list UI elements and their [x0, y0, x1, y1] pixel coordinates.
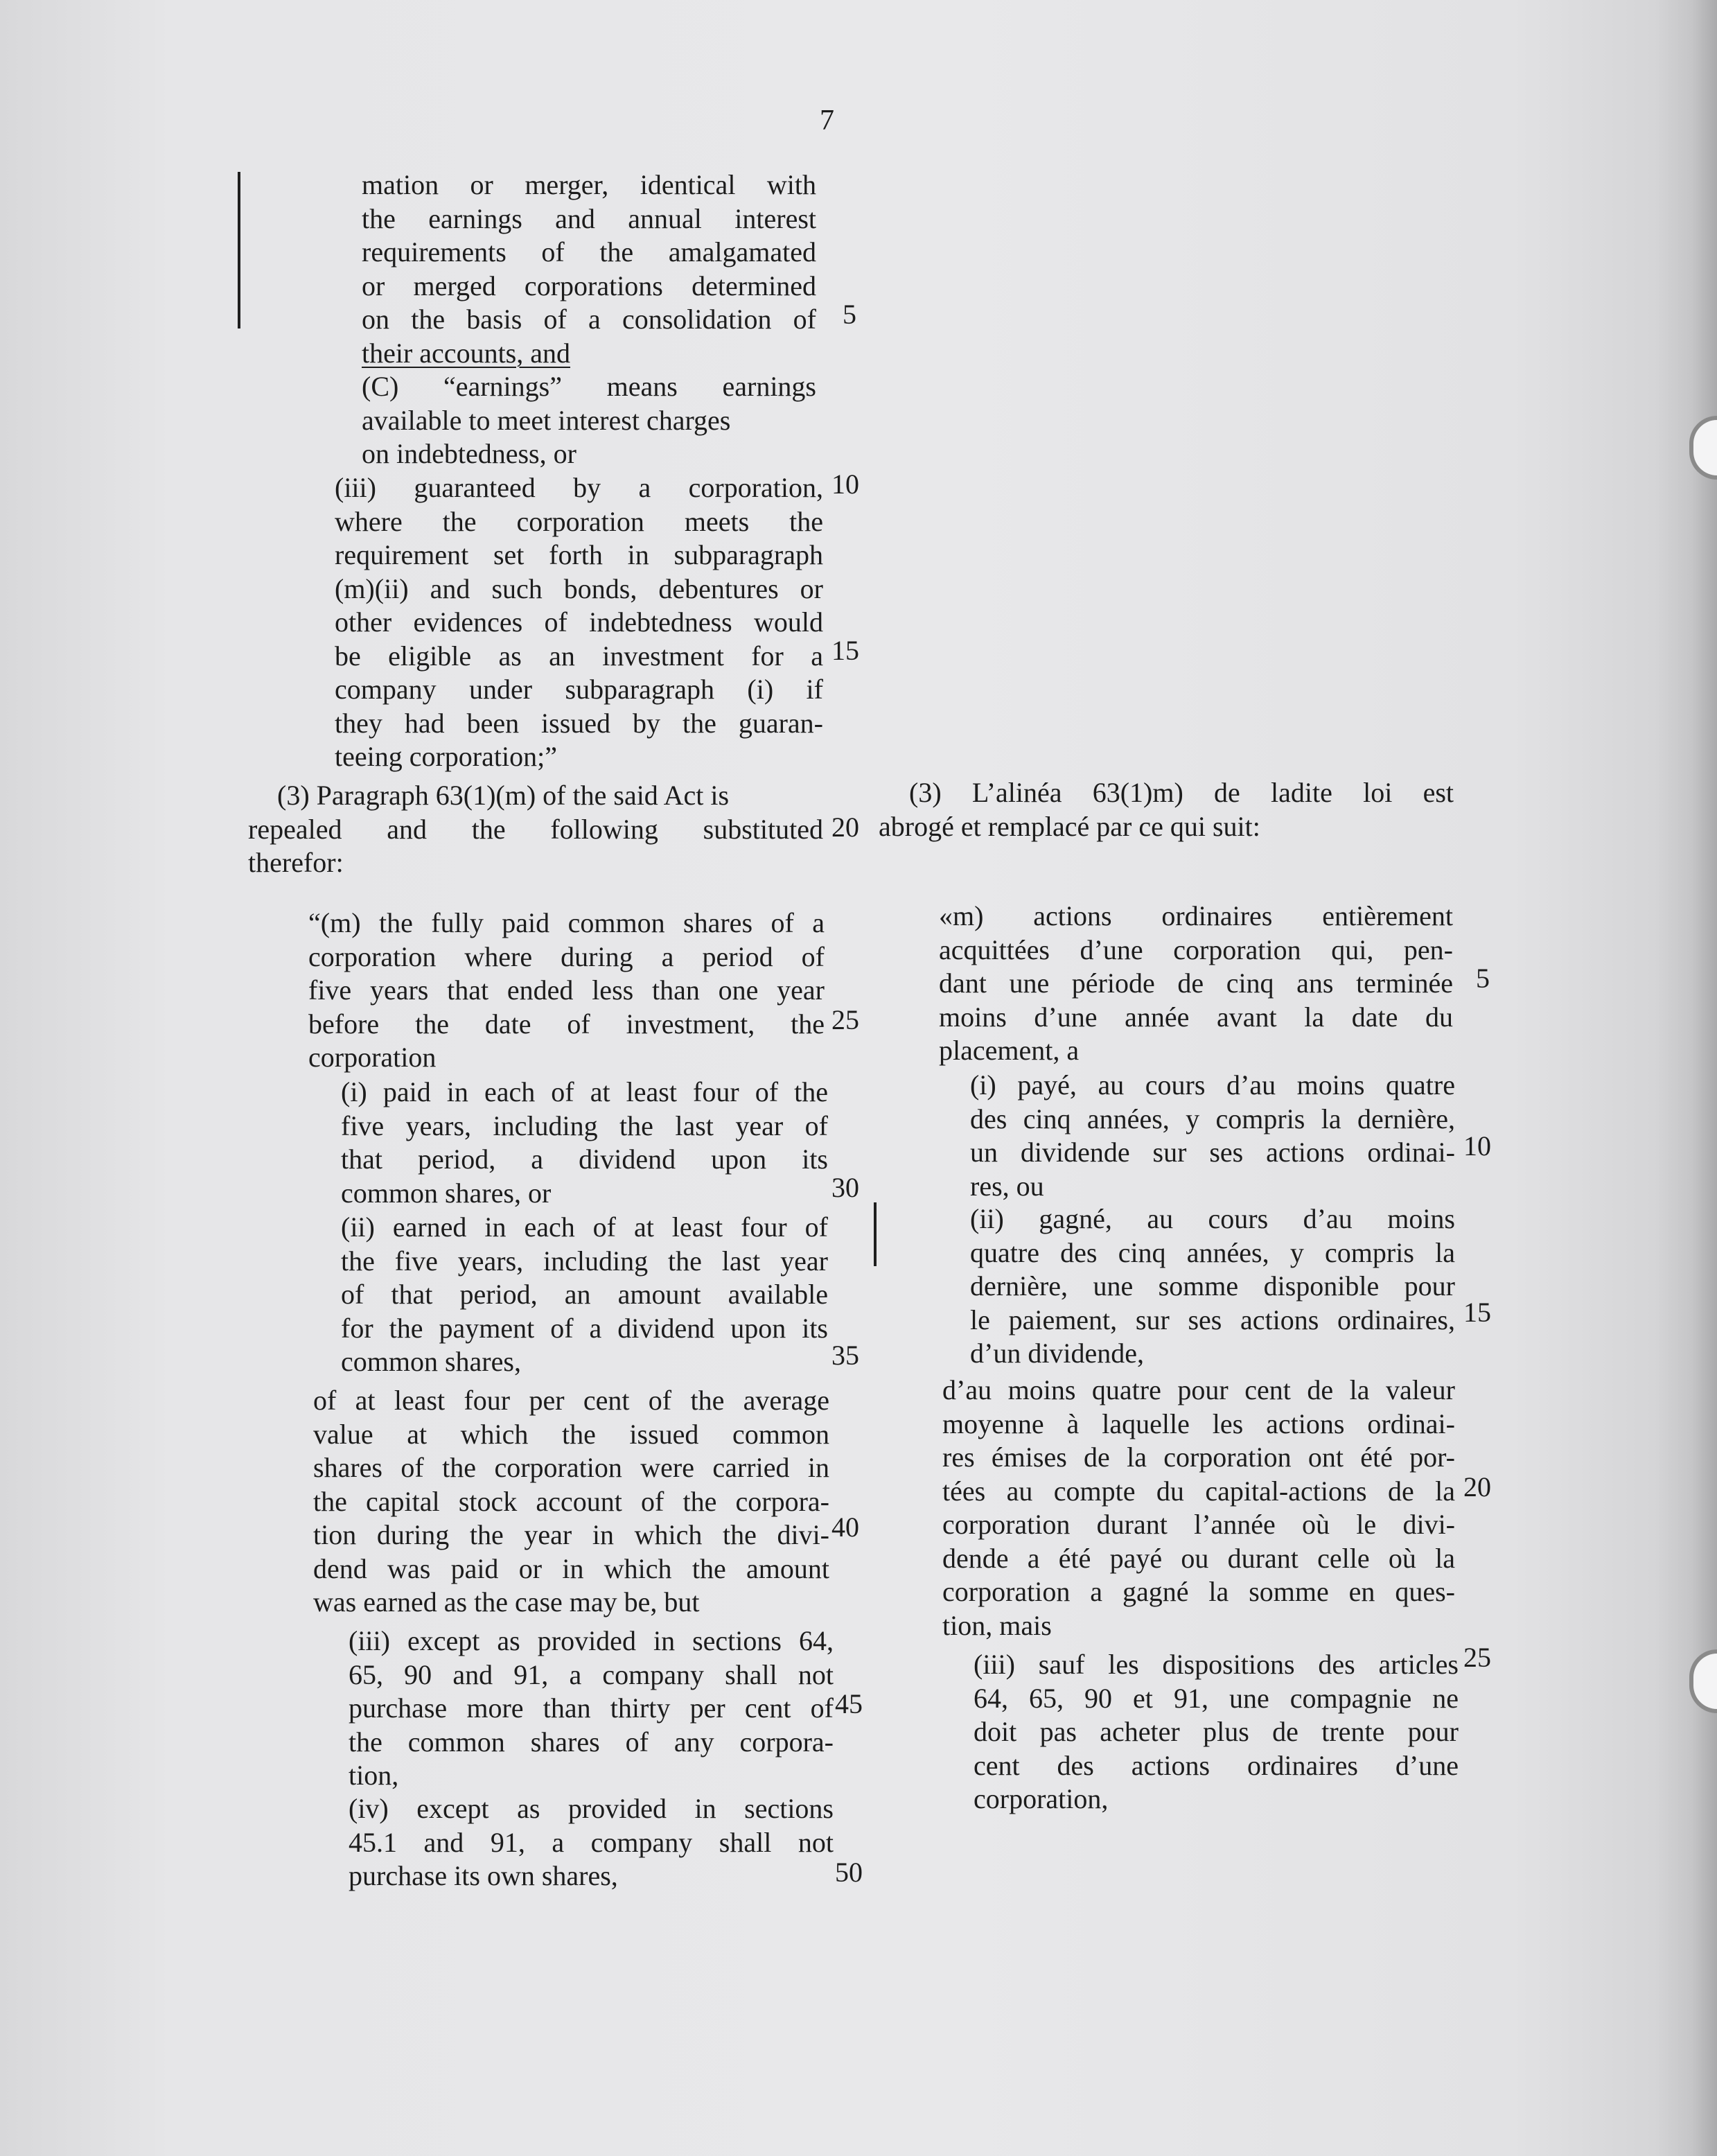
- line-number: 20: [831, 812, 859, 843]
- line-number: 15: [1463, 1297, 1491, 1328]
- line-number: 40: [831, 1511, 859, 1543]
- line-number: 10: [831, 468, 859, 500]
- text-line: (iii) sauf les dispositions des articles: [974, 1649, 1459, 1680]
- text-line: other evidences of indebtedness would: [335, 606, 823, 638]
- text-line: tion,: [349, 1760, 399, 1791]
- text-line: company under subparagraph (i) if: [335, 674, 823, 705]
- line-number: 50: [835, 1857, 863, 1888]
- text-line: the earnings and annual interest: [362, 202, 816, 234]
- text-line: dend was paid or in which the amount: [313, 1552, 829, 1584]
- text-line: the five years, including the last year: [341, 1245, 828, 1277]
- text-line: 65, 90 and 91, a company shall not: [349, 1658, 834, 1690]
- text-line: d’au moins quatre pour cent de la valeur: [942, 1374, 1455, 1405]
- text-line: des cinq années, y compris la dernière,: [970, 1103, 1455, 1134]
- text-line: res émises de la corporation ont été por-: [942, 1441, 1455, 1473]
- text-line: 45.1 and 91, a company shall not: [349, 1826, 834, 1858]
- text-line: or merged corporations determined: [362, 270, 816, 301]
- en-iii-guaranteed: [335, 471, 823, 774]
- en-item-iii-new: [349, 1624, 834, 1793]
- en-item-iv-new: [349, 1792, 834, 1893]
- page-number: 7: [820, 105, 834, 137]
- text-line: purchase more than thirty per cent of: [349, 1692, 834, 1724]
- text-line: shares of the corporation were carried in: [313, 1452, 829, 1483]
- text-line: doit pas acheter plus de trente pour: [974, 1716, 1459, 1747]
- text-line: corporation,: [974, 1783, 1109, 1814]
- line-number: 25: [1463, 1642, 1491, 1673]
- line-number: 20: [1463, 1471, 1491, 1502]
- text-line: (iii) guaranteed by a corporation,: [335, 472, 823, 503]
- text-line: mation or merger, identical with: [362, 169, 816, 200]
- text-line: requirement set forth in subparagraph: [335, 539, 823, 570]
- text-line: quatre des cinq années, y compris la: [970, 1236, 1455, 1268]
- text-line: (ii) earned in each of at least four of: [341, 1211, 828, 1243]
- line-number: 30: [831, 1172, 859, 1203]
- text-line: (i) payé, au cours d’au moins quatre: [970, 1069, 1455, 1101]
- text-line: on the basis of a consolidation of: [362, 304, 816, 335]
- text-line: (m)(ii) and such bonds, debentures or: [335, 572, 823, 604]
- text-line: (3) Paragraph 63(1)(m) of the said Act is: [277, 780, 730, 811]
- text-line: d’un dividende,: [970, 1338, 1145, 1369]
- line-number: 5: [1476, 963, 1490, 994]
- text-line: therefor:: [248, 847, 344, 878]
- text-line: teeing corporation;”: [335, 741, 557, 772]
- fr-para-3: [879, 776, 1454, 843]
- page-edge-shadow: [1655, 0, 1717, 2156]
- text-line: repealed and the following substituted: [248, 813, 823, 845]
- text-line: corporation durant l’année où le divi-: [942, 1509, 1455, 1540]
- text-line: on indebtedness, or: [362, 438, 576, 469]
- line-number: 10: [1463, 1130, 1491, 1162]
- text-line: 64, 65, 90 et 91, une compagnie ne: [974, 1682, 1459, 1714]
- en-item-i: [341, 1076, 828, 1210]
- text-line: (3) L’alinéa 63(1)m) de ladite loi est: [909, 777, 1454, 808]
- en-m-intro: [308, 906, 825, 1075]
- text-line: (iv) except as provided in sections: [349, 1793, 834, 1824]
- text-line: before the date of investment, the: [308, 1008, 825, 1040]
- text-line: cent des actions ordinaires d’une: [974, 1749, 1459, 1781]
- text-line: dernière, une somme disponible pour: [970, 1270, 1455, 1302]
- text-line: corporation a gagné la somme en ques-: [942, 1576, 1455, 1607]
- text-line: tion, mais: [942, 1609, 1052, 1641]
- text-line: «m) actions ordinaires entièrement: [939, 900, 1453, 931]
- text-line: available to meet interest charges: [362, 404, 731, 436]
- revision-bar-top: [238, 172, 240, 328]
- text-line: tion during the year in which the divi-: [313, 1519, 829, 1550]
- text-line: five years, including the last year of: [341, 1110, 828, 1141]
- fr-m-intro: [939, 900, 1453, 1068]
- text-line: le paiement, sur ses actions ordinaires,: [970, 1304, 1455, 1335]
- text-line: that period, a dividend upon its: [341, 1143, 828, 1175]
- text-line: acquittées d’une corporation qui, pen-: [939, 934, 1453, 965]
- text-line: five years that ended less than one year: [308, 974, 825, 1006]
- text-line: moins d’une année avant la date du: [939, 1001, 1453, 1033]
- text-line: (ii) gagné, au cours d’au moins: [970, 1203, 1455, 1234]
- en-top-block: [362, 168, 816, 471]
- text-line: placement, a: [939, 1035, 1080, 1066]
- text-line: requirements of the amalgamated: [362, 236, 816, 268]
- text-line: the common shares of any corpora-: [349, 1726, 834, 1758]
- text-line: where the corporation meets the: [335, 505, 823, 537]
- text-line: “(m) the fully paid common shares of a: [308, 907, 825, 938]
- text-line: for the payment of a dividend upon its: [341, 1312, 828, 1344]
- line-number: 45: [835, 1688, 863, 1719]
- text-line: dende a été payé ou durant celle où la: [942, 1542, 1455, 1574]
- fr-item-ii: [970, 1202, 1455, 1371]
- line-number: 15: [831, 635, 859, 666]
- revision-bar-middle: [874, 1202, 877, 1266]
- fr-tail: [942, 1374, 1455, 1642]
- text-line: purchase its own shares,: [349, 1860, 618, 1891]
- text-line: the capital stock account of the corpora-: [313, 1485, 829, 1517]
- text-line: corporation where during a period of: [308, 940, 825, 972]
- line-number: 5: [843, 299, 856, 330]
- text-line: of that period, an amount available: [341, 1279, 828, 1310]
- text-line: abrogé et remplacé par ce qui suit:: [879, 810, 1260, 842]
- line-number: 35: [831, 1340, 859, 1371]
- text-line-underlined: their accounts, and: [362, 337, 570, 369]
- text-line: was earned as the case may be, but: [313, 1586, 700, 1618]
- en-tail: [313, 1384, 829, 1620]
- fr-item-i: [970, 1069, 1455, 1203]
- en-item-ii: [341, 1211, 828, 1379]
- text-line: common shares, or: [341, 1177, 552, 1209]
- text-line: value at which the issued common: [313, 1418, 829, 1450]
- text-line: res, ou: [970, 1170, 1044, 1202]
- text-line: (C) “earnings” means earnings: [362, 371, 816, 402]
- text-line: they had been issued by the guaran-: [335, 707, 823, 739]
- text-line: (iii) except as provided in sections 64,: [349, 1625, 834, 1656]
- en-para-3: [248, 779, 823, 880]
- fr-item-iii-new: [974, 1648, 1459, 1816]
- text-line: of at least four per cent of the average: [313, 1385, 829, 1416]
- text-line: tées au compte du capital-actions de la: [942, 1475, 1455, 1507]
- text-line: un dividende sur ses actions ordinai-: [970, 1137, 1455, 1168]
- text-line: common shares,: [341, 1346, 521, 1377]
- text-line: corporation: [308, 1042, 437, 1073]
- text-line: be eligible as an investment for a: [335, 640, 823, 672]
- text-line: dant une période de cinq ans terminée: [939, 967, 1453, 999]
- line-number: 25: [831, 1004, 859, 1035]
- text-line: (i) paid in each of at least four of the: [341, 1076, 828, 1107]
- text-line: moyenne à laquelle les actions ordinai-: [942, 1408, 1455, 1439]
